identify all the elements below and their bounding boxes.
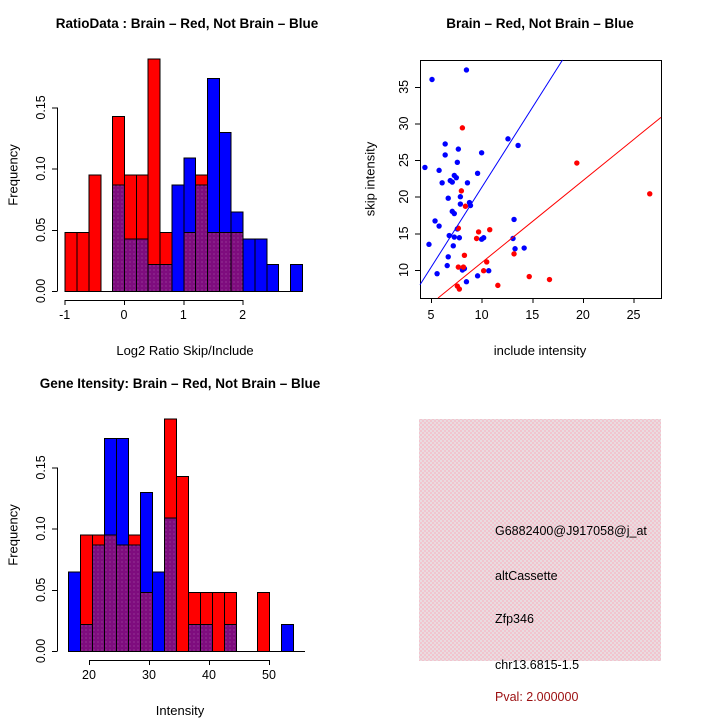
scatter-point-not-brain	[475, 273, 480, 278]
scatter-point-not-brain	[512, 246, 517, 251]
probe-id-text: G6882400@J917058@j_at	[495, 524, 647, 538]
hist-bar	[89, 175, 101, 291]
hist-bar-overlap	[196, 185, 208, 291]
scatter-point-not-brain	[475, 171, 480, 176]
x-tick-label: 0	[120, 308, 128, 322]
scatter-point-brain	[487, 227, 492, 232]
scatter-point-brain	[461, 264, 466, 269]
hist-bar-overlap	[201, 625, 213, 652]
hist-bar-overlap	[160, 265, 172, 292]
pval-text: Pval: 2.000000	[495, 690, 579, 704]
hist-bar-overlap	[219, 233, 231, 292]
hist-bar-overlap	[113, 185, 125, 291]
scatter-point-not-brain	[426, 242, 431, 247]
hist-bar-overlap	[105, 535, 117, 651]
scatter-point-not-brain	[465, 180, 470, 185]
y-tick-label: 15	[397, 226, 411, 241]
scatter-point-not-brain	[432, 218, 437, 223]
hist-bar-overlap	[165, 518, 177, 651]
scatter-point-brain	[463, 204, 468, 209]
scatter-point-not-brain	[481, 235, 486, 240]
y-tick-label: 0.05	[34, 577, 48, 602]
scatter-point-brain	[527, 274, 532, 279]
hist-bar	[153, 572, 165, 652]
y-tick-label: 0.10	[34, 156, 48, 181]
scatter-point-not-brain	[452, 211, 457, 216]
y-tick-label: 35	[397, 79, 411, 94]
y-tick-label: 0.00	[34, 278, 48, 304]
y-tick-label: 0.15	[34, 95, 48, 120]
event-type-text: altCassette	[495, 569, 558, 583]
scatter-point-not-brain	[442, 141, 447, 146]
hist-bar	[255, 239, 267, 292]
hist-bar-overlap	[125, 239, 137, 292]
y-tick-label: 25	[397, 153, 411, 168]
scatter-point-not-brain	[505, 136, 510, 141]
scatter-point-not-brain	[442, 152, 447, 157]
y-tick-label: 10	[397, 263, 411, 277]
scatter-point-brain	[457, 286, 462, 291]
scatter-point-not-brain	[464, 279, 469, 284]
hist-bar	[291, 265, 303, 292]
hist-bar	[77, 233, 89, 292]
scatter-title: Brain – Red, Not Brain – Blue	[446, 16, 634, 31]
scatter-point-not-brain	[515, 143, 520, 148]
scatter-point-not-brain	[464, 67, 469, 72]
scatter-point-not-brain	[455, 160, 460, 165]
hist-bar-overlap	[129, 545, 141, 651]
scatter-point-brain	[462, 253, 467, 258]
x-tick-label: 50	[262, 668, 276, 682]
x-tick-label: 5	[427, 308, 435, 322]
scatter-point-not-brain	[436, 168, 441, 173]
intensity-scatter-plot	[360, 0, 720, 360]
scatter-point-brain	[456, 264, 461, 269]
scatter-point-not-brain	[446, 254, 451, 259]
scatter-point-not-brain	[458, 194, 463, 199]
hist-bar-overlap	[141, 593, 153, 652]
scatter-point-not-brain	[446, 195, 451, 200]
x-tick-label: -1	[59, 308, 71, 322]
x-tick-label: 2	[239, 308, 247, 322]
scatter-point-not-brain	[436, 223, 441, 228]
y-tick-label: 20	[397, 189, 411, 204]
hist-bar	[65, 233, 77, 292]
x-tick-label: 40	[202, 668, 216, 682]
hist-bar-overlap	[189, 625, 201, 652]
ratio-hist-title: RatioData : Brain – Red, Not Brain – Blue	[55, 16, 319, 31]
hist-bar	[177, 476, 189, 651]
scatter-point-not-brain	[511, 217, 516, 222]
scatter-point-brain	[574, 160, 579, 165]
scatter-point-not-brain	[434, 271, 439, 276]
scatter-point-not-brain	[479, 150, 484, 155]
hist-bar	[267, 265, 279, 292]
panel-gene-info	[360, 360, 720, 720]
fit-line-not-brain	[420, 60, 563, 285]
y-tick-label: 0.15	[34, 455, 48, 480]
scatter-point-brain	[495, 283, 500, 288]
scatter-point-not-brain	[429, 77, 434, 82]
scatter-point-brain	[481, 268, 486, 273]
hist-bar-overlap	[225, 625, 237, 652]
scatter-point-not-brain	[521, 245, 526, 250]
ratio-hist-xlabel: Log2 Ratio Skip/Include	[116, 343, 254, 358]
scatter-point-not-brain	[450, 179, 455, 184]
scatter-point-not-brain	[439, 180, 444, 185]
ratio-hist-ylabel: Frequency	[5, 144, 21, 206]
hist-bar	[213, 593, 225, 652]
x-tick-label: 1	[179, 308, 187, 322]
scatter-point-not-brain	[457, 235, 462, 240]
scatter-point-not-brain	[454, 175, 459, 180]
scatter-point-brain	[476, 229, 481, 234]
gene-hist-ylabel: Frequency	[5, 504, 21, 566]
hist-bar-overlap	[148, 265, 160, 292]
ratio-histogram-plot	[0, 0, 360, 360]
x-tick-label: 10	[474, 308, 489, 322]
hist-bar-overlap	[184, 233, 196, 292]
hist-bar-overlap	[81, 625, 93, 652]
hist-bar-overlap	[231, 233, 243, 292]
scatter-point-brain	[511, 251, 516, 256]
panel-ratio-histogram	[0, 0, 360, 360]
panel-gene-intensity-histogram	[0, 360, 360, 720]
scatter-point-not-brain	[451, 243, 456, 248]
scatter-point-not-brain	[452, 234, 457, 239]
y-tick-label: 0.00	[34, 638, 48, 664]
hist-bar	[258, 593, 270, 652]
y-tick-label: 0.05	[34, 217, 48, 242]
hist-bar	[172, 185, 184, 291]
gene-hist-xlabel: Intensity	[155, 703, 205, 718]
scatter-point-not-brain	[458, 201, 463, 206]
scatter-point-brain	[547, 277, 552, 282]
x-tick-label: 15	[525, 308, 540, 322]
x-tick-label: 20	[82, 668, 96, 682]
x-tick-label: 25	[626, 308, 641, 322]
gene-info-box	[419, 419, 661, 704]
y-tick-label: 0.10	[34, 516, 48, 541]
x-tick-label: 30	[142, 668, 156, 682]
panel-intensity-scatter	[360, 0, 720, 360]
scatter-point-not-brain	[445, 263, 450, 268]
hist-bar	[148, 59, 160, 292]
scatter-xlabel: include intensity	[493, 343, 587, 358]
hist-bar	[282, 625, 294, 652]
scatter-point-brain	[456, 226, 461, 231]
hist-bar-overlap	[93, 545, 105, 651]
scatter-point-brain	[474, 236, 479, 241]
hist-bar	[69, 572, 81, 652]
gene-intensity-histogram-plot	[0, 360, 360, 720]
hist-bar-overlap	[208, 233, 220, 292]
gene-hist-title: Gene Itensity: Brain – Red, Not Brain – Blue	[39, 376, 321, 391]
hist-bar-overlap	[117, 545, 129, 651]
scatter-point-brain	[647, 191, 652, 196]
hist-bar	[243, 239, 255, 292]
scatter-point-not-brain	[486, 268, 491, 273]
hist-bar-overlap	[136, 239, 148, 292]
x-tick-label: 20	[575, 308, 590, 322]
scatter-point-brain	[459, 188, 464, 193]
scatter-point-not-brain	[422, 165, 427, 170]
y-tick-label: 30	[397, 116, 411, 131]
scatter-ylabel: skip intensity	[362, 141, 378, 217]
location-text: chr13.6815-1.5	[495, 658, 580, 672]
gene-name-text: Zfp346	[495, 612, 534, 626]
scatter-point-brain	[460, 125, 465, 130]
scatter-point-not-brain	[456, 146, 461, 151]
